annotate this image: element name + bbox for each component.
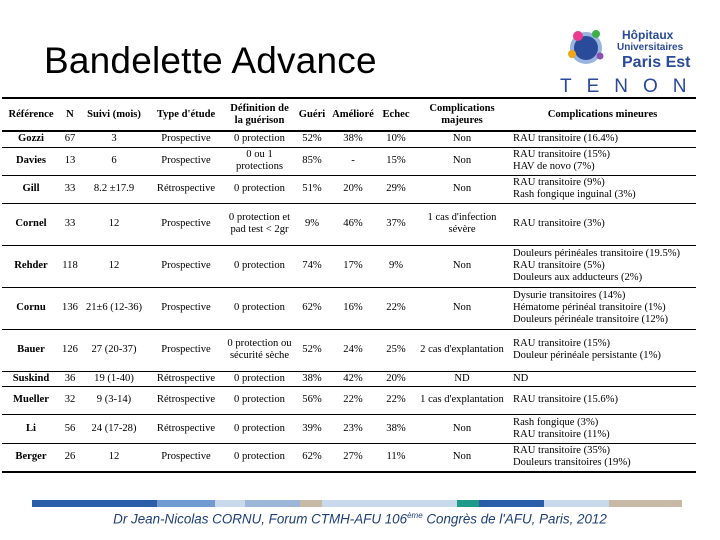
cell-mineures [509, 147, 696, 175]
table-row [2, 329, 696, 371]
cell-suivi: 21±6 (12-36) [80, 287, 148, 329]
cell-suivi: 6 [80, 147, 148, 175]
cell-majeures: 1 cas d'explantation [415, 386, 509, 414]
cell-echec: 37% [377, 203, 415, 245]
bar-segment [609, 500, 682, 507]
column-header: Référence [2, 98, 60, 131]
logo-circle-icon [556, 24, 612, 74]
minor-complication-line: RAU transitoire (15.6%) [513, 394, 619, 405]
cell-ameliore: 23% [329, 414, 377, 443]
table-row [2, 414, 696, 443]
footer-sup: ème [407, 511, 423, 520]
cell-type: Rétrospective [148, 371, 224, 386]
slide-title: Bandelette Advance [44, 40, 377, 81]
column-header: Complications majeures [415, 98, 509, 131]
cell-mineures [509, 287, 696, 329]
cell-n: 67 [60, 131, 80, 147]
table-row [2, 245, 696, 287]
cell-ameliore: 42% [329, 371, 377, 386]
cell-ref: Gozzi [2, 131, 60, 147]
bar-segment [32, 500, 157, 507]
cell-type: Rétrospective [148, 175, 224, 203]
column-header: Type d'étude [148, 98, 224, 131]
bar-segment [300, 500, 322, 507]
minor-complication-line: Douleurs transitoires (19%) [513, 457, 631, 469]
cell-mineures [509, 245, 696, 287]
minor-complication-line: RAU transitoire (3%) [513, 218, 605, 229]
cell-suivi: 9 (3-14) [80, 386, 148, 414]
column-header: Suivi (mois) [80, 98, 148, 131]
cell-suivi: 12 [80, 245, 148, 287]
cell-majeures: 2 cas d'explantation [415, 329, 509, 371]
cell-ref: Bauer [2, 329, 60, 371]
cell-gueri: 85% [295, 147, 329, 175]
table-header-row [2, 98, 696, 131]
cell-gueri: 9% [295, 203, 329, 245]
bar-segment [215, 500, 245, 507]
cell-n: 56 [60, 414, 80, 443]
logo-tenon: TENON [560, 76, 702, 97]
cell-ameliore: 27% [329, 443, 377, 472]
cell-n: 118 [60, 245, 80, 287]
cell-n: 33 [60, 175, 80, 203]
table-row [2, 386, 696, 414]
cell-ref: Cornu [2, 287, 60, 329]
cell-ameliore: 38% [329, 131, 377, 147]
cell-echec: 11% [377, 443, 415, 472]
table-row [2, 147, 696, 175]
cell-majeures: 1 cas d'infection sévère [415, 203, 509, 245]
cell-mineures [509, 443, 696, 472]
logo-line-2: Universitaires [617, 42, 684, 53]
cell-n: 32 [60, 386, 80, 414]
minor-complication-line: Douleurs périnéales transitoire (19.5%) [513, 248, 681, 259]
footer-citation [0, 511, 720, 526]
cell-ref: Berger [2, 443, 60, 472]
cell-majeures: Non [415, 245, 509, 287]
cell-n: 26 [60, 443, 80, 472]
cell-mineures [509, 203, 696, 245]
cell-suivi: 12 [80, 203, 148, 245]
footer-text-after: Congrès de l'AFU, Paris, 2012 [422, 511, 607, 527]
cell-suivi: 8.2 ±17.9 [80, 175, 148, 203]
cell-mineures [509, 371, 696, 386]
cell-suivi: 3 [80, 131, 148, 147]
cell-n: 13 [60, 147, 80, 175]
cell-n: 126 [60, 329, 80, 371]
cell-ameliore: 24% [329, 329, 377, 371]
cell-ameliore: 17% [329, 245, 377, 287]
cell-mineures [509, 414, 696, 443]
cell-ameliore: - [329, 147, 377, 175]
cell-suivi: 19 (1-40) [80, 371, 148, 386]
minor-complication-line: RAU transitoire (15%) [513, 338, 611, 349]
cell-echec: 25% [377, 329, 415, 371]
cell-echec: 10% [377, 131, 415, 147]
cell-gueri: 39% [295, 414, 329, 443]
cell-type: Prospective [148, 443, 224, 472]
cell-n: 36 [60, 371, 80, 386]
cell-ref: Davies [2, 147, 60, 175]
footer-color-bar [32, 500, 682, 507]
cell-gueri: 52% [295, 329, 329, 371]
bar-segment [322, 500, 457, 507]
cell-ref: Mueller [2, 386, 60, 414]
column-header: Guéri [295, 98, 329, 131]
cell-ref: Rehder [2, 245, 60, 287]
bar-segment [157, 500, 215, 507]
cell-gueri: 62% [295, 443, 329, 472]
bar-segment [479, 500, 544, 507]
cell-n: 136 [60, 287, 80, 329]
minor-complication-line: RAU transitoire (11%) [513, 428, 610, 440]
cell-type: Prospective [148, 245, 224, 287]
cell-echec: 9% [377, 245, 415, 287]
cell-majeures: Non [415, 414, 509, 443]
cell-def: 0 protection [224, 175, 295, 203]
cell-gueri: 51% [295, 175, 329, 203]
column-header: Complications mineures [509, 98, 696, 131]
minor-complication-line: Dysurie transitoires (14%) [513, 290, 626, 301]
cell-def: 0 protection [224, 131, 295, 147]
cell-type: Rétrospective [148, 414, 224, 443]
cell-mineures [509, 386, 696, 414]
results-table [2, 97, 696, 473]
minor-complication-line: RAU transitoire (9%) [513, 177, 605, 188]
column-header: Amélioré [329, 98, 377, 131]
logo-line-3: Paris Est [622, 54, 691, 71]
cell-ref: Li [2, 414, 60, 443]
cell-type: Prospective [148, 287, 224, 329]
cell-type: Rétrospective [148, 386, 224, 414]
column-header: Echec [377, 98, 415, 131]
cell-majeures: Non [415, 131, 509, 147]
cell-type: Prospective [148, 131, 224, 147]
column-header: Définition de la guérison [224, 98, 295, 131]
cell-majeures: Non [415, 287, 509, 329]
cell-echec: 20% [377, 371, 415, 386]
cell-ameliore: 20% [329, 175, 377, 203]
cell-type: Prospective [148, 203, 224, 245]
cell-def: 0 protection et pad test < 2gr [224, 203, 295, 245]
cell-echec: 22% [377, 287, 415, 329]
minor-complication-line: Douleurs aux adducteurs (2%) [513, 272, 643, 283]
cell-ref: Cornel [2, 203, 60, 245]
table-row [2, 287, 696, 329]
column-header: N [60, 98, 80, 131]
cell-ameliore: 22% [329, 386, 377, 414]
cell-ref: Suskind [2, 371, 60, 386]
cell-majeures: Non [415, 147, 509, 175]
minor-complication-line: RAU transitoire (15%) [513, 149, 611, 160]
cell-def: 0 protection [224, 245, 295, 287]
cell-suivi: 24 (17-28) [80, 414, 148, 443]
bar-segment [245, 500, 300, 507]
cell-mineures [509, 131, 696, 147]
table-row [2, 371, 696, 386]
hospital-logo [556, 24, 706, 100]
minor-complication-line: RAU transitoire (35%) [513, 445, 611, 457]
minor-complication-line: RAU transitoire (16.4%) [513, 133, 619, 145]
logo-line-1: Hôpitaux [622, 28, 674, 42]
minor-complication-line: Hématome périnéal transitoire (1%) [513, 302, 666, 313]
cell-suivi: 27 (20-37) [80, 329, 148, 371]
cell-gueri: 62% [295, 287, 329, 329]
cell-majeures: ND [415, 371, 509, 386]
table-row [2, 203, 696, 245]
cell-ameliore: 16% [329, 287, 377, 329]
bar-segment [457, 500, 479, 507]
cell-def: 0 protection [224, 287, 295, 329]
cell-echec: 38% [377, 414, 415, 443]
table-row [2, 175, 696, 203]
cell-gueri: 52% [295, 131, 329, 147]
minor-complication-line: Douleurs périnéale transitoire (12%) [513, 314, 669, 325]
minor-complication-line: HAV de novo (7%) [513, 161, 595, 172]
cell-gueri: 74% [295, 245, 329, 287]
cell-majeures: Non [415, 443, 509, 472]
cell-def: 0 ou 1 protections [224, 147, 295, 175]
cell-def: 0 protection [224, 443, 295, 472]
footer-text-before: Dr Jean-Nicolas CORNU, Forum CTMH-AFU 106 [113, 511, 408, 527]
cell-def: 0 protection [224, 371, 295, 386]
cell-def: 0 protection [224, 386, 295, 414]
cell-n: 33 [60, 203, 80, 245]
cell-mineures [509, 175, 696, 203]
minor-complication-line: RAU transitoire (5%) [513, 260, 605, 271]
cell-suivi: 12 [80, 443, 148, 472]
cell-majeures: Non [415, 175, 509, 203]
cell-def: 0 protection [224, 414, 295, 443]
cell-echec: 15% [377, 147, 415, 175]
cell-mineures [509, 329, 696, 371]
cell-type: Prospective [148, 329, 224, 371]
minor-complication-line: Rash fongique inguinal (3%) [513, 189, 636, 200]
minor-complication-line: ND [513, 372, 529, 384]
table-row [2, 443, 696, 472]
cell-ameliore: 46% [329, 203, 377, 245]
cell-def: 0 protection ou sécurité sèche [224, 329, 295, 371]
cell-type: Prospective [148, 147, 224, 175]
bar-segment [544, 500, 609, 507]
minor-complication-line: Douleur périnéale persistante (1%) [513, 350, 661, 361]
cell-gueri: 38% [295, 371, 329, 386]
minor-complication-line: Rash fongique (3%) [513, 416, 599, 428]
cell-echec: 29% [377, 175, 415, 203]
cell-gueri: 56% [295, 386, 329, 414]
table-row [2, 131, 696, 147]
cell-ref: Gill [2, 175, 60, 203]
cell-echec: 22% [377, 386, 415, 414]
